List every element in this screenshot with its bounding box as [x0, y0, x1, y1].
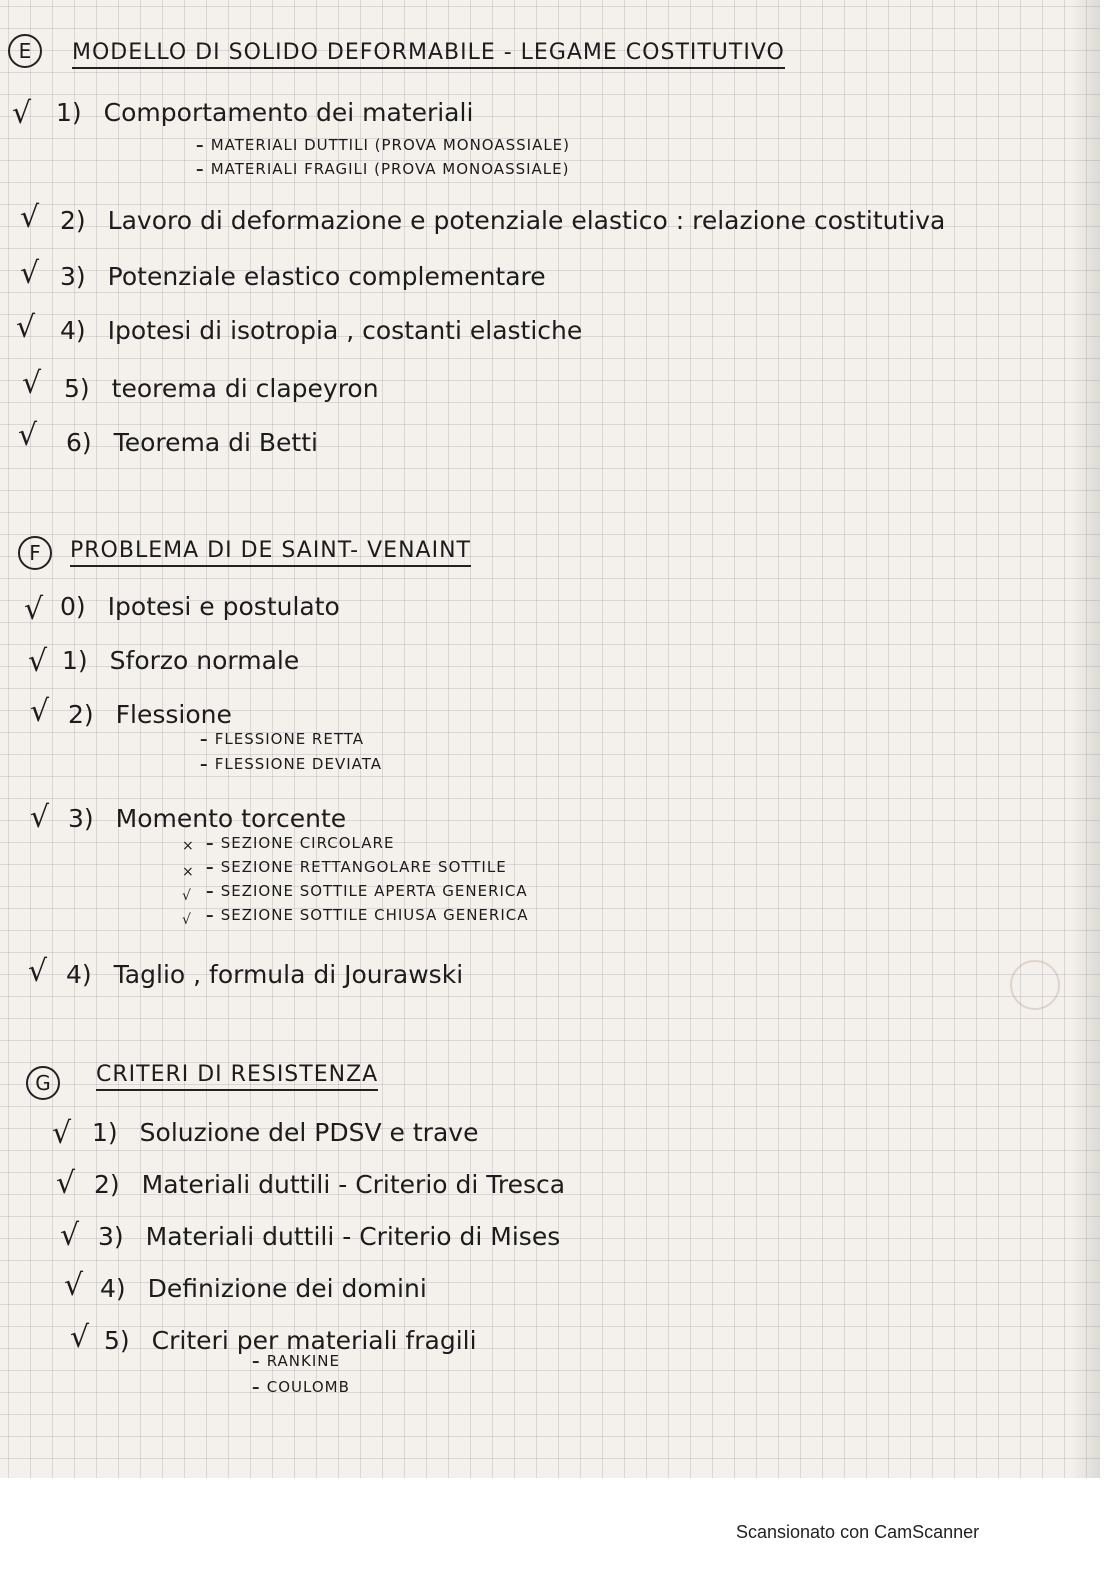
list-item — [64, 374, 379, 403]
section-e-title: MODELLO DI SOLIDO DEFORMABILE - LEGAME COSTITUTIVO — [72, 40, 785, 69]
item-number: 2) — [60, 206, 86, 235]
list-item — [60, 206, 945, 235]
check-mark-small: √ — [182, 912, 191, 928]
section-e-letter: E — [8, 34, 42, 68]
item-text: Criteri per materiali fragili — [151, 1326, 477, 1355]
list-item — [68, 700, 232, 729]
list-item — [68, 804, 346, 833]
sub-item: – MATERIALI FRAGILI (PROVA MONOASSIALE) — [196, 160, 570, 178]
item-text: Materiali duttili - Criterio di Tresca — [141, 1170, 566, 1199]
sub-item: – SEZIONE SOTTILE CHIUSA GENERICA — [206, 906, 529, 924]
x-mark: × — [182, 838, 194, 854]
item-text: Materiali duttili - Criterio di Mises — [145, 1222, 561, 1251]
section-g-letter: G — [26, 1066, 60, 1100]
check-mark-small: √ — [182, 888, 191, 904]
item-number: 1) — [62, 646, 88, 675]
check-mark: √ — [18, 418, 38, 453]
list-item — [60, 316, 582, 345]
list-item — [100, 1274, 427, 1303]
list-item — [60, 262, 546, 291]
check-mark: √ — [56, 1166, 76, 1201]
check-mark: √ — [24, 592, 44, 627]
item-number: 3) — [60, 262, 86, 291]
check-mark: √ — [16, 310, 36, 345]
list-item — [92, 1118, 478, 1147]
check-mark: √ — [52, 1116, 72, 1151]
sub-item: – FLESSIONE DEVIATA — [200, 755, 382, 773]
check-mark: √ — [64, 1268, 84, 1303]
item-text: Taglio , formula di Jourawski — [113, 960, 464, 989]
sub-item: – SEZIONE CIRCOLARE — [206, 834, 394, 852]
item-text: Sforzo normale — [109, 646, 300, 675]
item-number: 3) — [68, 804, 94, 833]
section-f-letter: F — [18, 536, 52, 570]
item-number: 5) — [64, 374, 90, 403]
list-item — [66, 960, 463, 989]
item-text: Teorema di Betti — [113, 428, 318, 457]
item-text: Momento torcente — [115, 804, 347, 833]
item-text: Ipotesi di isotropia , costanti elastiche — [107, 316, 583, 345]
item-text: Lavoro di deformazione e potenziale elastico : relazione costitutiva — [107, 206, 946, 235]
check-mark: √ — [60, 1218, 80, 1253]
sub-item: – RANKINE — [252, 1352, 340, 1370]
sub-item: – MATERIALI DUTTILI (PROVA MONOASSIALE) — [196, 136, 570, 154]
item-text: Flessione — [115, 700, 232, 729]
item-number: 4) — [100, 1274, 126, 1303]
item-text: Comportamento dei materiali — [103, 98, 474, 127]
list-item — [94, 1170, 565, 1199]
item-number: 1) — [92, 1118, 118, 1147]
item-number: 2) — [94, 1170, 120, 1199]
paper-stain — [1010, 960, 1060, 1010]
item-number: 5) — [104, 1326, 130, 1355]
list-item — [62, 646, 299, 675]
item-number: 2) — [68, 700, 94, 729]
item-number: 3) — [98, 1222, 124, 1251]
sub-item: – FLESSIONE RETTA — [200, 730, 364, 748]
item-text: Potenziale elastico complementare — [107, 262, 546, 291]
check-mark: √ — [28, 644, 48, 679]
section-f-title: PROBLEMA DI DE SAINT- VENAINT — [70, 538, 471, 567]
list-item — [98, 1222, 560, 1251]
check-mark: √ — [30, 694, 50, 729]
list-item — [104, 1326, 477, 1355]
scanner-watermark: Scansionato con CamScanner — [736, 1522, 980, 1542]
item-number: 4) — [60, 316, 86, 345]
item-number: 6) — [66, 428, 92, 457]
item-number: 0) — [60, 592, 86, 621]
list-item — [60, 592, 340, 621]
x-mark: × — [182, 864, 194, 880]
check-mark: √ — [12, 96, 32, 131]
check-mark: √ — [28, 954, 48, 989]
check-mark: √ — [20, 256, 40, 291]
sub-item: – COULOMB — [252, 1378, 350, 1396]
item-number: 1) — [56, 98, 82, 127]
item-text: Definizione dei domini — [147, 1274, 427, 1303]
list-item — [56, 98, 473, 127]
sub-item: – SEZIONE RETTANGOLARE SOTTILE — [206, 858, 507, 876]
section-g-title: CRITERI DI RESISTENZA — [96, 1062, 378, 1091]
item-text: teorema di clapeyron — [111, 374, 379, 403]
check-mark: √ — [30, 800, 50, 835]
list-item — [66, 428, 318, 457]
sub-item: – SEZIONE SOTTILE APERTA GENERICA — [206, 882, 528, 900]
check-mark: √ — [20, 200, 40, 235]
item-text: Soluzione del PDSV e trave — [139, 1118, 479, 1147]
check-mark: √ — [70, 1320, 90, 1355]
check-mark: √ — [22, 366, 42, 401]
item-text: Ipotesi e postulato — [107, 592, 340, 621]
item-number: 4) — [66, 960, 92, 989]
